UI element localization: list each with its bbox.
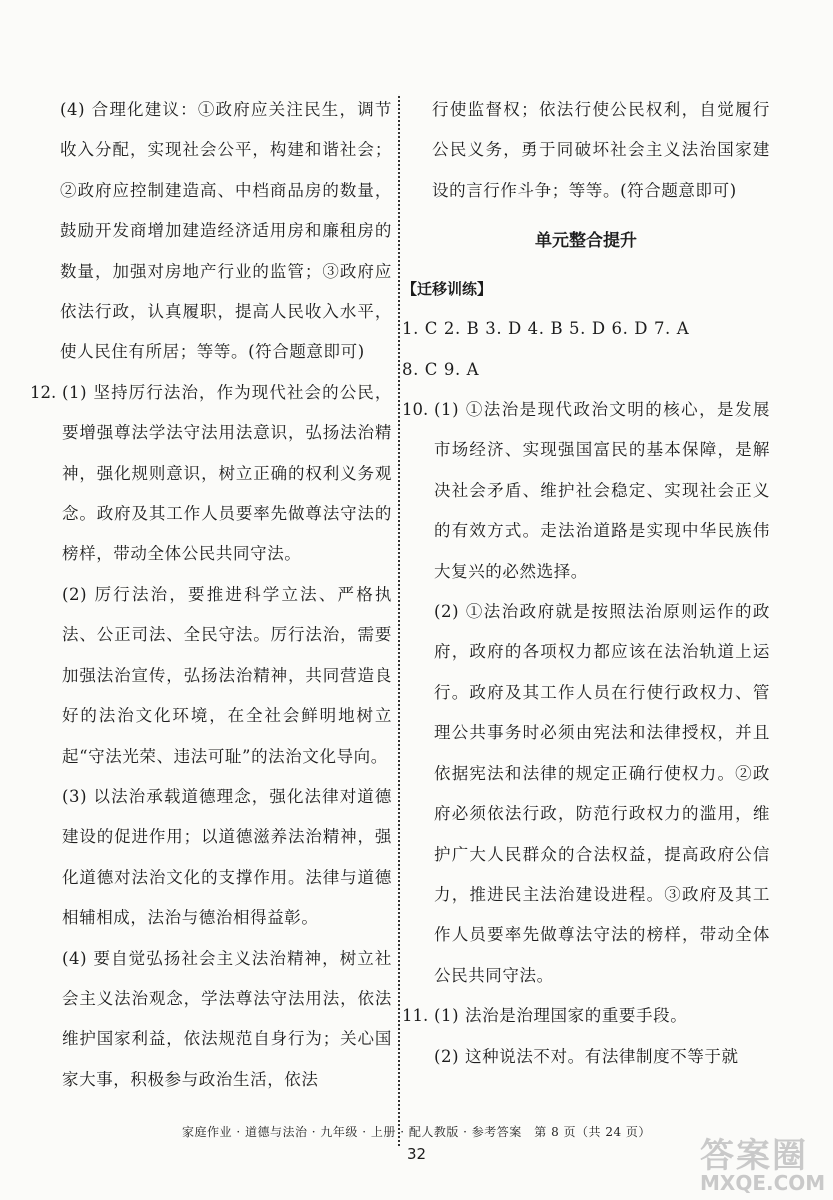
question-number: 10. <box>402 400 429 420</box>
answers-line: 8. C 9. A <box>402 359 480 379</box>
right-column <box>402 90 770 1077</box>
footer-caption: 家庭作业 · 道德与法治 · 九年级 · 上册 · 配人教版 · 参考答案 第 8 页（共 24 页） <box>182 1125 651 1139</box>
answer-paragraph: (1) ①法治是现代政治文明的核心，是发展市场经济、实现强国富民的基本保障，是解决社会矛盾、维护社会稳定、实现社会正义的有效方式。走法治道路是实现中华民族伟大复兴的必然选择。 <box>434 400 770 581</box>
answer-paragraph: (1) 坚持厉行法治，作为现代社会的公民，要增强尊法学法守法用法意识，弘扬法治精神，强化规则意识，树立正确的权利义务观念。政府及其工作人员要率先做尊法守法的榜样，带动全体公民共同守法。 <box>62 382 392 564</box>
answer-item-4: (4) 合理化建议：①政府应关注民生，调节收入分配，实现社会公平，构建和谐社会；②政府应控制建造高、中档商品房的数量，鼓励开发商增加建造经济适用房和廉租房的数量，加强对房地产行业的监管；③政府应依法行政，认真履职，提高人民收入水平，使人民住有所居；等等。(符合题意即可) <box>60 100 392 362</box>
section-title: 单元整合提升 <box>535 231 637 252</box>
answer-paragraph: (2) ①法治政府就是按照法治原则运作的政府，政府的各项权力都应该在法治轨道上运行。政府及其工作人员在行使行政权力、管理公共事务时必须由宪法和法律授权，并且依据宪法和法律的规定正确行使权力。②政府必须依法行政，防范行政权力的滥用，维护广大人民群众的合法权益，提高政府公信力，推进民主法治建设进程。③政府及其工作人员要率先做尊法守法的榜样，带动全体公民共同守法。 <box>434 602 770 985</box>
watermark-logo <box>700 1128 830 1200</box>
question-12 <box>30 373 392 1100</box>
question-10 <box>402 390 770 996</box>
watermark-logo-text: 答案圈 <box>700 1136 808 1176</box>
page-number: 32 <box>406 1145 427 1163</box>
question-number: 11. <box>402 1006 429 1026</box>
section-tag: 【迁移训练】 <box>402 280 493 299</box>
answer-paragraph: (2) 厉行法治，要推进科学立法、严格执法、公正司法、全民守法。厉行法治，需要加强法治宣传，弘扬法治精神，共同营造良好的法治文化环境，在全社会鲜明地树立起“守法光荣、违法可耻”的法治文化导向。 <box>62 584 392 766</box>
answer-paragraph: (4) 要自觉弘扬社会主义法治精神，树立社会主义法治观念，学法尊法守法用法，依法维护国家利益，依法规范自身行为；关心国家大事，积极参与政治生活，依法 <box>62 948 392 1089</box>
answers-line: 1. C 2. B 3. D 4. B 5. D 6. D 7. A <box>402 319 690 339</box>
left-column <box>30 90 392 1100</box>
watermark-url: MXQE.COM <box>700 1171 826 1195</box>
question-11 <box>402 996 770 1077</box>
question-number: 12. <box>30 382 57 402</box>
answer-paragraph: (3) 以法治承载道德理念，强化法律对道德建设的促进作用；以道德滋养法治精神，强化道德对法治文化的支撑作用。法律与道德相辅相成，法治与德治相得益彰。 <box>62 786 392 928</box>
answer-paragraph: (2) 这种说法不对。有法律制度不等于就 <box>434 1046 739 1066</box>
column-divider <box>398 96 400 1146</box>
answer-paragraph: (1) 法治是治理国家的重要手段。 <box>434 1006 688 1026</box>
continued-text: 行使监督权；依法行使公民权利，自觉履行公民义务，勇于同破坏社会主义法治国家建设的言行作斗争；等等。(符合题意即可) <box>432 100 770 200</box>
